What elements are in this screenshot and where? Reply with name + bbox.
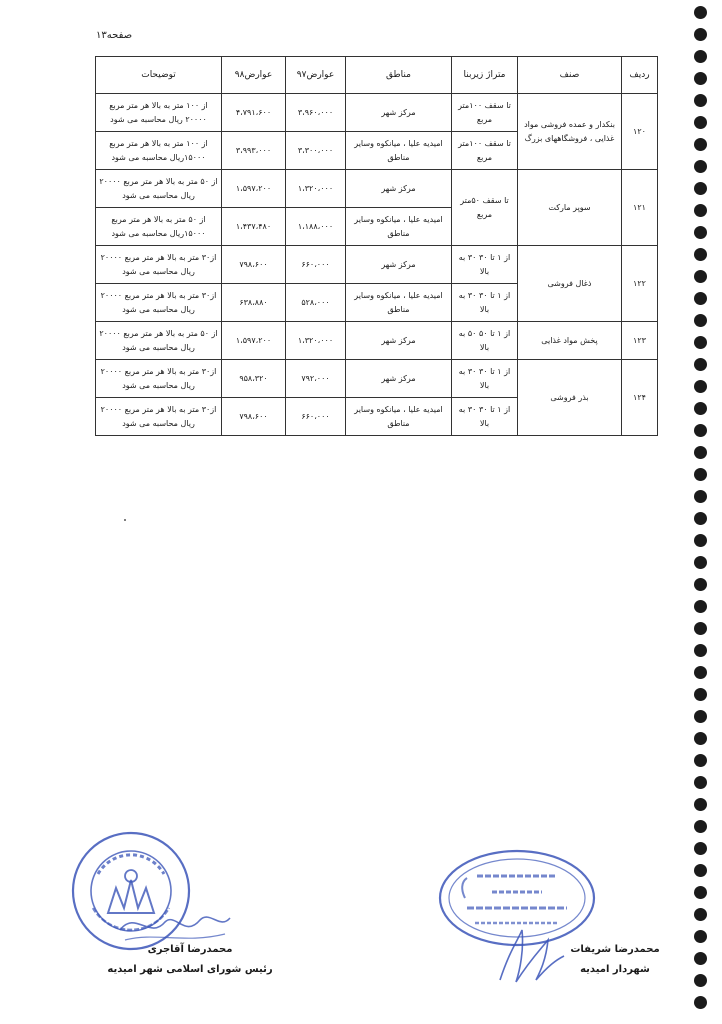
binding-hole-icon: [694, 842, 707, 855]
note-cell: از۳۰ متر به بالا هر متر مربع ۲۰۰۰۰ ریال محاسبه می شود: [96, 284, 222, 322]
mayor-name: محمدرضا شریفات: [570, 944, 660, 955]
binding-hole-icon: [694, 622, 707, 635]
area-cell: از ۱ تا ۳۰ ۳۰ به بالا: [452, 360, 518, 398]
binding-hole-icon: [694, 468, 707, 481]
category-cell: سوپر مارکت: [518, 170, 622, 246]
binding-hole-icon: [694, 380, 707, 393]
zone-cell: مرکز شهر: [346, 170, 452, 208]
binding-hole-icon: [694, 798, 707, 811]
row-number: ۱۲۳: [622, 322, 658, 360]
fees-table: [95, 56, 658, 436]
binding-hole-icon: [694, 94, 707, 107]
table-row: [96, 360, 658, 398]
category-cell: ذغال فروشی: [518, 246, 622, 322]
table-header-row: [96, 57, 658, 94]
fee98-cell: ۱،۵۹۷،۲۰۰: [222, 170, 286, 208]
binding-hole-icon: [694, 732, 707, 745]
area-cell: تا سقف ۵۰متر مربع: [452, 170, 518, 246]
table-row: [96, 94, 658, 132]
binding-hole-icon: [694, 446, 707, 459]
binding-hole-icon: [694, 754, 707, 767]
fee98-cell: ۱،۵۹۷،۲۰۰: [222, 322, 286, 360]
fee97-cell: ۵۲۸،۰۰۰: [286, 284, 346, 322]
area-cell: از ۱ تا ۵۰ ۵۰ به بالا: [452, 322, 518, 360]
binding-hole-icon: [694, 864, 707, 877]
binding-hole-icon: [694, 358, 707, 371]
fee97-cell: ۱،۳۲۰،۰۰۰: [286, 322, 346, 360]
binding-hole-icon: [694, 182, 707, 195]
zone-cell: مرکز شهر: [346, 360, 452, 398]
binding-hole-icon: [694, 666, 707, 679]
binding-hole-icon: [694, 314, 707, 327]
table-row: [96, 322, 658, 360]
fee97-cell: ۳،۳۰۰،۰۰۰: [286, 132, 346, 170]
fee97-cell: ۱،۱۸۸،۰۰۰: [286, 208, 346, 246]
council-head-title: رئیس شورای اسلامی شهر امیدیه: [107, 964, 273, 975]
binding-hole-icon: [694, 204, 707, 217]
binding-hole-icon: [694, 490, 707, 503]
page-number: صفحه۱۳: [96, 30, 133, 41]
note-cell: از ۵۰ متر به بالا هر متر مربع ۱۵۰۰۰ریال محاسبه می شود: [96, 208, 222, 246]
note-cell: از ۱۰۰ متر به بالا هر متر مربع ۱۵۰۰۰ریال محاسبه می شود: [96, 132, 222, 170]
zone-cell: مرکز شهر: [346, 246, 452, 284]
area-cell: تا سقف ۱۰۰متر مربع: [452, 94, 518, 132]
area-cell: از ۱ تا ۳۰ ۳۰ به بالا: [452, 284, 518, 322]
header-fee97: عوارض۹۷: [286, 57, 346, 94]
spiral-binding: [690, 0, 712, 1024]
zone-cell: امیدیه علیا ، میانکوه وسایر مناطق: [346, 208, 452, 246]
note-cell: از ۵۰ متر به بالا هر متر مربع ۲۰۰۰۰ ریال محاسبه می شود: [96, 170, 222, 208]
binding-hole-icon: [694, 930, 707, 943]
note-cell: از ۵۰ متر به بالا هر متر مربع ۲۰۰۰۰ ریال محاسبه می شود: [96, 322, 222, 360]
note-cell: از۳۰ متر به بالا هر متر مربع ۲۰۰۰۰ ریال محاسبه می شود: [96, 246, 222, 284]
binding-hole-icon: [694, 578, 707, 591]
binding-hole-icon: [694, 974, 707, 987]
zone-cell: امیدیه علیا ، میانکوه وسایر مناطق: [346, 132, 452, 170]
fee97-cell: ۷۹۲،۰۰۰: [286, 360, 346, 398]
mayor-title: شهردار امیدیه: [580, 964, 650, 975]
binding-hole-icon: [694, 28, 707, 41]
binding-hole-icon: [694, 116, 707, 129]
fee98-cell: ۷۹۸،۶۰۰: [222, 246, 286, 284]
table-row: [96, 170, 658, 208]
council-signature-block: [70, 940, 310, 980]
category-cell: بذر فروشی: [518, 360, 622, 436]
area-cell: از ۱ تا ۳۰ ۳۰ به بالا: [452, 398, 518, 436]
row-number: ۱۲۴: [622, 360, 658, 436]
area-cell: از ۱ تا ۳۰ ۳۰ به بالا: [452, 246, 518, 284]
binding-hole-icon: [694, 50, 707, 63]
binding-hole-icon: [694, 600, 707, 613]
note-cell: از۳۰ متر به بالا هر متر مربع ۲۰۰۰۰ ریال محاسبه می شود: [96, 398, 222, 436]
binding-hole-icon: [694, 160, 707, 173]
binding-hole-icon: [694, 644, 707, 657]
fee98-cell: ۷۹۸،۶۰۰: [222, 398, 286, 436]
binding-hole-icon: [694, 688, 707, 701]
binding-hole-icon: [694, 270, 707, 283]
zone-cell: امیدیه علیا ، میانکوه وسایر مناطق: [346, 284, 452, 322]
binding-hole-icon: [694, 556, 707, 569]
binding-hole-icon: [694, 248, 707, 261]
row-number: ۱۲۲: [622, 246, 658, 322]
binding-hole-icon: [694, 226, 707, 239]
binding-hole-icon: [694, 952, 707, 965]
header-category: صنف: [518, 57, 622, 94]
binding-hole-icon: [694, 512, 707, 525]
binding-hole-icon: [694, 996, 707, 1009]
fee98-cell: ۶۳۸،۸۸۰: [222, 284, 286, 322]
fee98-cell: ۳،۹۹۳،۰۰۰: [222, 132, 286, 170]
zone-cell: امیدیه علیا ، میانکوه وسایر مناطق: [346, 398, 452, 436]
note-cell: از۳۰ متر به بالا هر متر مربع ۲۰۰۰۰ ریال محاسبه می شود: [96, 360, 222, 398]
header-fee98: عوارض۹۸: [222, 57, 286, 94]
fee97-cell: ۱،۳۲۰،۰۰۰: [286, 170, 346, 208]
scan-speck: [124, 519, 126, 521]
fee98-cell: ۹۵۸،۳۲۰: [222, 360, 286, 398]
header-row-no: ردیف: [622, 57, 658, 94]
binding-hole-icon: [694, 336, 707, 349]
binding-hole-icon: [694, 6, 707, 19]
council-head-name: محمدرضا آقاجری: [147, 944, 233, 955]
row-number: ۱۲۱: [622, 170, 658, 246]
header-notes: توضیحات: [96, 57, 222, 94]
fee98-cell: ۴،۷۹۱،۶۰۰: [222, 94, 286, 132]
binding-hole-icon: [694, 820, 707, 833]
fee98-cell: ۱،۴۳۷،۴۸۰: [222, 208, 286, 246]
zone-cell: مرکز شهر: [346, 322, 452, 360]
binding-hole-icon: [694, 534, 707, 547]
row-number: ۱۲۰: [622, 94, 658, 170]
fee97-cell: ۶۶۰،۰۰۰: [286, 398, 346, 436]
category-cell: بنکدار و عمده فروشی مواد غذایی ، فروشگاههای بزرگ: [518, 94, 622, 170]
binding-hole-icon: [694, 138, 707, 151]
header-zones: مناطق: [346, 57, 452, 94]
note-cell: از ۱۰۰ متر به بالا هر متر مربع ۲۰۰۰۰ ریال محاسبه می شود: [96, 94, 222, 132]
category-cell: پخش مواد غذایی: [518, 322, 622, 360]
binding-hole-icon: [694, 292, 707, 305]
binding-hole-icon: [694, 402, 707, 415]
area-cell: تا سقف ۱۰۰متر مربع: [452, 132, 518, 170]
fee97-cell: ۶۶۰،۰۰۰: [286, 246, 346, 284]
binding-hole-icon: [694, 886, 707, 899]
binding-hole-icon: [694, 776, 707, 789]
mayor-signature-block: [555, 940, 675, 980]
binding-hole-icon: [694, 72, 707, 85]
header-area: متراژ زیربنا: [452, 57, 518, 94]
table-row: [96, 246, 658, 284]
binding-hole-icon: [694, 710, 707, 723]
binding-hole-icon: [694, 908, 707, 921]
fee97-cell: ۳،۹۶۰،۰۰۰: [286, 94, 346, 132]
zone-cell: مرکز شهر: [346, 94, 452, 132]
binding-hole-icon: [694, 424, 707, 437]
